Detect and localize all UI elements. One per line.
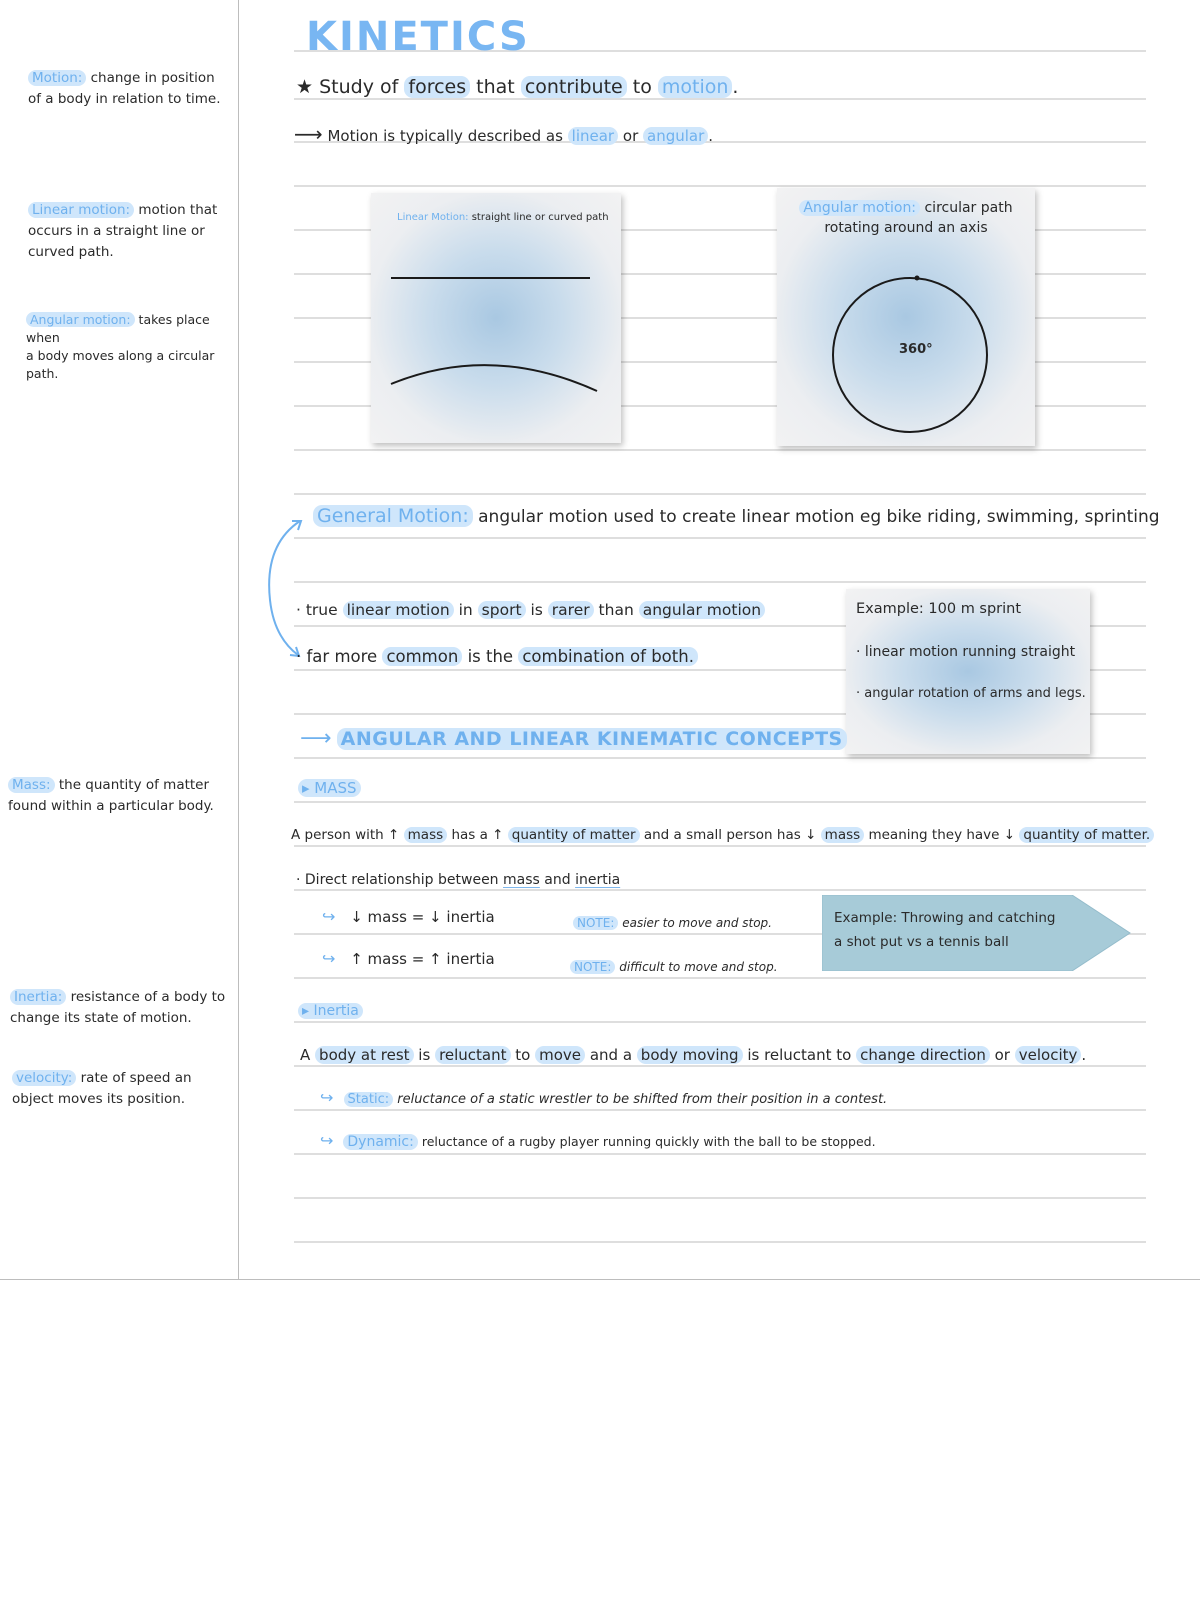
ruled-line [294,537,1146,539]
sidebar-def-text: found within a particular body. [8,798,214,814]
ruled-line [294,1241,1146,1243]
bullet-text: is the [467,647,514,666]
mass-highlight: mass [821,827,865,843]
hook-arrow-icon: ↪ [320,1131,334,1150]
arrow-up-icon: ↑ [388,827,400,843]
ruled-line [294,1197,1146,1199]
inertia-text: and a [589,1046,633,1064]
ruled-line [294,757,1146,759]
static-desc: reluctance of a static wrestler to be shifted from their position in a contest. [397,1092,888,1107]
sidebar-def-text: resistance of a body to [70,989,226,1005]
arrow-down-icon: ↓ [1003,827,1016,843]
mass-text: A person with [291,827,384,843]
ruled-line [294,889,1146,891]
bullet-text: · far more [296,647,378,666]
inertia-text: is [418,1046,431,1064]
concepts-heading-text: ANGULAR AND LINEAR KINEMATIC CONCEPTS [337,728,847,750]
intro-word: Study [319,76,374,98]
inertia-text: or [994,1046,1010,1064]
sidebar-def-text: change in position [90,70,215,86]
bullet-linear-rarer [296,601,765,619]
example-title-text: 100 m sprint [928,601,1022,617]
linear-motion-card [371,193,621,443]
arrow-right-icon: ⟶ [300,726,332,751]
ruled-line [294,801,1146,803]
sidebar-def-text: change its state of motion. [10,1010,192,1026]
concepts-heading [300,726,847,751]
note-low [573,916,772,930]
direct-relationship [296,872,620,888]
example-label: Example: [856,601,924,617]
intro-word: . [708,127,714,145]
ruled-line [294,977,1146,979]
ruled-line [294,581,1146,583]
ruled-line [294,1021,1146,1023]
intro-word: that [476,76,515,98]
sidebar-def-motion [28,68,233,110]
static-term: Static: [344,1092,394,1107]
bullet-text: is [530,601,543,619]
example-line: Throwing and catching [901,910,1056,926]
card-desc: circular path [924,200,1013,216]
ruled-line [294,98,1146,100]
sidebar-term: Inertia: [10,989,66,1005]
intro-highlight: forces [404,76,470,98]
mass-highlight: quantity of matter. [1019,827,1154,843]
inertia-text: is reluctant to [747,1046,852,1064]
mass-row-low [322,907,495,926]
mass-text: and a small person has [643,827,801,843]
mass-highlight: mass [404,827,448,843]
sidebar-def-mass [8,775,236,817]
sidebar-def-text: rate of speed an [80,1070,192,1086]
mass-row-text: ↑ mass = ↑ inertia [350,950,495,968]
circle-diagram [777,188,1035,446]
intro-text: Motion is typically described as [327,127,563,145]
example-label: Example: [834,910,898,926]
mass-sentence [291,827,1154,843]
star-icon: ★ [296,76,314,98]
note-text: difficult to move and stop. [619,960,778,974]
mass-highlight: quantity of matter [508,827,640,843]
mass-text: and [544,872,571,888]
sidebar-term: Mass: [8,777,55,793]
example-tag-text [834,906,1055,954]
intro-line-2 [294,122,713,146]
inertia-highlight: body at rest [315,1046,413,1064]
sidebar-def-text: takes place when [26,312,210,345]
inertia-sentence [300,1046,1086,1064]
ruled-line [294,1109,1146,1111]
mass-text: meaning they have [868,827,1000,843]
bullet-text: in [458,601,473,619]
ruled-line [294,845,1146,847]
sidebar-def-text: object moves its position. [12,1091,186,1107]
card-term: Linear Motion: [397,212,469,223]
intro-word: . [732,76,739,98]
card-desc: rotating around an axis [824,220,988,236]
bullet-highlight: angular motion [639,601,765,619]
mass-underline: mass [503,872,540,888]
degrees-label: 360° [899,342,933,357]
page-title: KINETICS [306,14,530,60]
mass-heading: ▸ MASS [298,779,361,797]
bullet-highlight: rarer [548,601,594,619]
intro-highlight: motion [658,76,733,98]
dynamic-term: Dynamic: [343,1134,417,1150]
intro-highlight: angular [643,127,708,145]
bullet-highlight: linear motion [343,601,454,619]
note-label: NOTE: [573,916,618,930]
intro-highlight: linear [568,127,618,145]
example-line: · linear motion running straight [856,644,1076,660]
linear-paths-diagram [371,193,621,443]
inertia-text: to [515,1046,531,1064]
margin-line [238,0,239,1280]
inertia-highlight: body moving [637,1046,743,1064]
intro-line-1 [296,76,738,98]
mass-row-high [322,949,495,968]
note-high [570,960,778,974]
sidebar-def-text: of a body in relation to time. [28,91,221,107]
card-desc: straight line or curved path [471,212,609,223]
bullet-text: than [598,601,634,619]
arrow-down-icon: ↓ [805,827,817,843]
sidebar-def-velocity [12,1068,237,1110]
example-sprint-card [846,589,1090,754]
inertia-heading: ▸ Inertia [298,1003,363,1019]
inertia-highlight: change direction [856,1046,990,1064]
sidebar-def-linear [28,200,233,263]
curved-arrow-icon [262,515,312,665]
bullet-highlight: common [382,647,462,666]
page-bottom-line [0,1279,1200,1280]
axis-point [915,276,920,281]
ruled-line [294,1153,1146,1155]
intro-word: or [622,127,639,145]
inertia-text: A [300,1046,311,1064]
sidebar-def-text: path. [26,366,59,381]
bullet-highlight: sport [478,601,526,619]
ruled-line [294,493,1146,495]
sidebar-term: Angular motion: [26,312,135,327]
sidebar-def-inertia [10,987,238,1029]
bullet-combination [296,647,698,666]
mass-text: · Direct relationship between [296,872,499,888]
mass-row-text: ↓ mass = ↓ inertia [350,908,495,926]
curved-path [391,365,597,391]
general-motion-term: General Motion: [313,505,473,527]
ruled-line [294,185,1146,187]
general-motion-desc: angular motion used to create linear motion eg bike riding, swimming, sprinting [478,507,1160,527]
card-term: Angular motion: [799,200,920,216]
mass-underline: inertia [575,872,621,888]
angular-motion-card [777,188,1035,446]
dynamic-desc: reluctance of a rugby player running quickly with the ball to be stopped. [421,1134,876,1149]
sidebar-def-text: the quantity of matter [58,777,210,793]
intro-highlight: contribute [521,76,627,98]
note-text: easier to move and stop. [622,916,772,930]
inertia-dynamic [320,1131,876,1150]
example-line: a shot put vs a tennis ball [834,934,1009,950]
inertia-static [320,1088,887,1107]
mass-text: has a [451,827,488,843]
sidebar-def-angular [26,311,236,383]
hook-arrow-icon: ↪ [320,1088,334,1107]
hook-arrow-icon: ↪ [322,949,336,968]
general-motion-line [313,505,1160,527]
sidebar-term: velocity: [12,1070,76,1086]
bullet-highlight: combination of both. [518,647,698,666]
sidebar-term: Linear motion: [28,202,134,218]
bullet-text: · true [296,601,338,619]
sidebar-def-text: curved path. [28,244,114,260]
inertia-highlight: reluctant [435,1046,510,1064]
sidebar-def-text: motion that [138,202,218,218]
arrow-up-icon: ↑ [492,827,504,843]
ruled-line [294,449,1146,451]
note-label: NOTE: [570,960,615,974]
sidebar-term: Motion: [28,70,86,86]
intro-word: to [632,76,652,98]
arrow-right-icon: ⟶ [294,122,323,146]
inertia-highlight: move [535,1046,585,1064]
sidebar-def-text: occurs in a straight line or [28,223,205,239]
sidebar-def-text: a body moves along a circular [26,348,215,363]
inertia-highlight: velocity [1015,1046,1082,1064]
example-line: · angular rotation of arms and legs. [856,686,1086,701]
ruled-line [294,1065,1146,1067]
hook-arrow-icon: ↪ [322,907,336,926]
intro-word: of [380,76,399,98]
inertia-text: . [1081,1046,1087,1064]
example-title [856,601,1021,617]
